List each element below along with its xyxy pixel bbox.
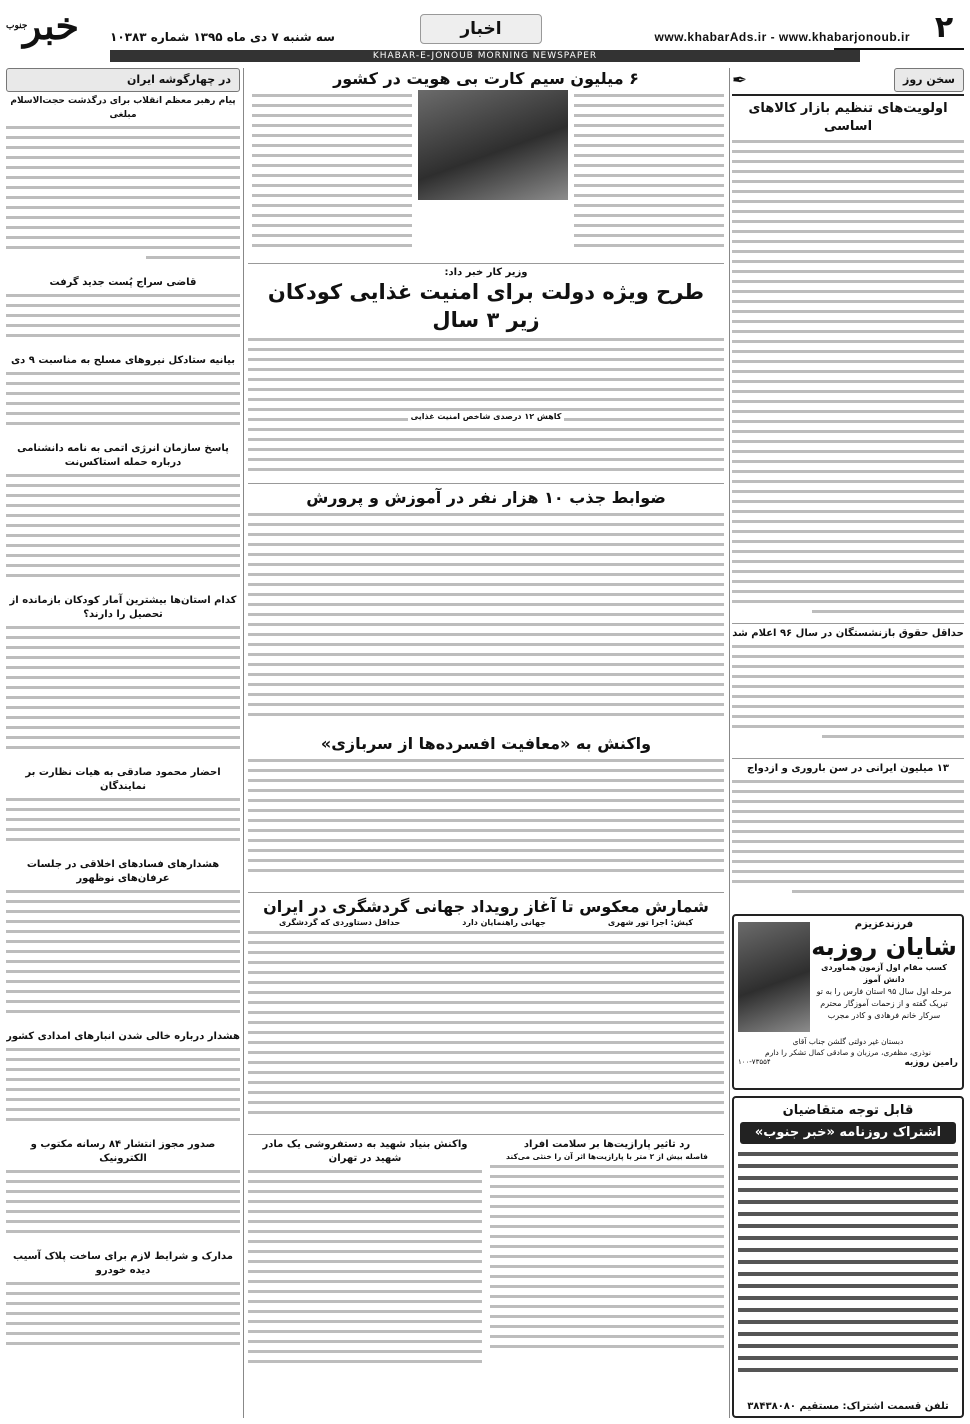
- brief-body: [6, 290, 240, 350]
- website-url[interactable]: www.khabarAds.ir - www.khabarjonoub.ir: [654, 30, 910, 44]
- logo-sub: جنوب: [6, 21, 28, 31]
- right-column: [732, 68, 964, 1418]
- brief-body: [6, 368, 240, 438]
- story-title: حداقل حقوق بازنشستگان در سال ۹۶ اعلام شد: [732, 628, 964, 639]
- story-body: [490, 1161, 724, 1361]
- story-title: رد تاثیر پارازیت‌ها بر سلامت افراد: [523, 1139, 691, 1150]
- story-subhead: حداقل دستاوردی که گردشگری: [279, 918, 401, 927]
- left-column: [6, 68, 240, 1418]
- congrats-line: نوذری، مظفری، مرزبان و صادقی کمال تشکر را دارم: [765, 1048, 931, 1057]
- subscription-notice: [732, 1096, 964, 1418]
- quill-icon: ✒: [732, 69, 748, 91]
- story-body: [732, 776, 964, 906]
- ad-reference: ۱۰۰-۷۳۵۵۴: [738, 1058, 771, 1066]
- brief-body: [6, 1166, 240, 1246]
- issue-date: سه شنبه ۷ دی ماه ۱۳۹۵ شماره ۱۰۳۸۳: [110, 30, 335, 44]
- story-subhead: کیش: اجرا تور شهری: [607, 918, 693, 927]
- story-title: شمارش معکوس تا آغاز رویداد جهانی گردشگری در ایران: [263, 897, 709, 916]
- brief-body: [6, 470, 240, 590]
- brief-title: هشدار درباره خالی شدن انبارهای امدادی کشور: [6, 1031, 240, 1042]
- notice-phone[interactable]: تلفن قسمت اشتراک: مستقیم ۳۸۴۳۸۰۸۰: [747, 1401, 949, 1412]
- brief-body: [6, 1278, 240, 1358]
- column-tag: در چهارگوشه ایران: [6, 68, 240, 92]
- brief-title: مدارک و شرایط لازم برای ساخت پلاک آسیب دیده خودرو: [13, 1251, 233, 1276]
- brief-body: [6, 794, 240, 854]
- story-title: طرح ویژه دولت برای امنیت غذایی کودکان زیر ۳ سال: [267, 280, 705, 332]
- congrats-line: دبستان غیر دولتی گلشن جناب آقای: [792, 1037, 904, 1046]
- story-body: [574, 90, 724, 260]
- congrats-line: سرکار خانم فرهادی و کادر مجرب: [827, 1011, 941, 1020]
- congrats-line: تبریک گفته و از زحمات آموزگار محترم: [820, 999, 948, 1008]
- story-title: ضوابط جذب ۱۰ هزار نفر در آموزش و پرورش: [306, 488, 666, 507]
- child-photo: [738, 922, 810, 1032]
- notice-subtitle: اشتراک روزنامه «خبر جنوب»: [740, 1122, 956, 1144]
- story-title: ۱۳ میلیون ایرانی در سن باروری و ازدواج: [746, 763, 950, 774]
- notice-title: قابل توجه متقاضیان: [782, 1103, 914, 1118]
- story-body: [732, 641, 964, 751]
- column-tag: سخن روز: [894, 68, 964, 92]
- story-body: [248, 755, 724, 885]
- story-body: [248, 334, 724, 484]
- column-divider: [729, 68, 730, 1418]
- story-body: [248, 509, 724, 729]
- congrats-line: مرحله اول سال ۹۵ استان فارس را به تو: [816, 987, 952, 996]
- logo-text: خبر: [23, 3, 79, 48]
- brief-body: [6, 1044, 240, 1134]
- congrats-title: فرزندعزیزم: [854, 919, 914, 930]
- story-subhead: جهانی راهنمایان دارد: [462, 918, 546, 927]
- brief-body: [6, 622, 240, 762]
- story-body: [248, 1166, 482, 1376]
- story-title: واکنش به «معافیت افسرده‌ها از سربازی»: [320, 734, 652, 753]
- brief-title: هشدارهای فسادهای اخلاقی در جلسات عرفان‌های نوظهور: [26, 859, 220, 884]
- brief-title: کدام استان‌ها بیشترین آمار کودکان بازمانده از تحصیل را دارند؟: [9, 595, 237, 620]
- brief-title: بیانیه ستادکل نیروهای مسلح به مناسبت ۹ دی: [11, 355, 235, 366]
- brief-title: احضار محمود صادقی به هیات نظارت بر نمایندگان: [25, 767, 221, 792]
- notice-body: [734, 1146, 962, 1386]
- story-title: ۶ میلیون سیم کارت بی هویت در کشور: [333, 69, 639, 88]
- brief-title: قاضی سراج پُست جدید گرفت: [49, 277, 197, 288]
- brief-body: [6, 886, 240, 1026]
- story-title: واکنش بنیاد شهید به دستفروشی یک مادر شهید در تهران: [262, 1139, 468, 1164]
- congrats-signature: رامین روزبه: [904, 1058, 958, 1068]
- congrats-line: کسب مقام اول آزمون هماوردی دانش آموز: [821, 963, 947, 984]
- story-kicker: فاصله بیش از ۲ متر با پارازیت‌ها اثر آن را خنثی می‌کند: [506, 1152, 708, 1161]
- logo: [6, 4, 96, 48]
- brief-body: [6, 122, 240, 272]
- brief-title: صدور مجوز انتشار ۸۴ رسانه مکتوب و الکترونیک: [30, 1139, 216, 1164]
- story-kicker: وزیر کار خبر داد:: [444, 267, 528, 278]
- middle-column: [248, 68, 724, 1418]
- brief-title: پیام رهبر معظم انقلاب برای درگذشت حجت‌الاسلام مبلغی: [10, 96, 236, 120]
- story-subhead: کاهش ۱۲ درصدی شاخص امنیت غذایی: [410, 412, 562, 421]
- brief-title: پاسخ سازمان انرژی اتمی به نامه دانشنامی درباره حمله استاکس‌نت: [17, 443, 229, 468]
- section-title: اخبار: [420, 14, 542, 44]
- column-divider: [243, 68, 244, 1418]
- editorial-title: اولویت‌های تنظیم بازار کالاهای اساسی: [748, 101, 948, 134]
- congrats-ad: [732, 914, 964, 1090]
- masthead-band: KHABAR-E-JONOUB MORNING NEWSPAPER: [110, 50, 860, 62]
- congrats-name: شایان روزبه: [811, 933, 957, 961]
- story-body: [248, 927, 724, 1127]
- editorial-body: [732, 136, 964, 616]
- minister-photo: [418, 90, 568, 200]
- page-number: ۲: [934, 10, 954, 45]
- story-body: [252, 90, 412, 260]
